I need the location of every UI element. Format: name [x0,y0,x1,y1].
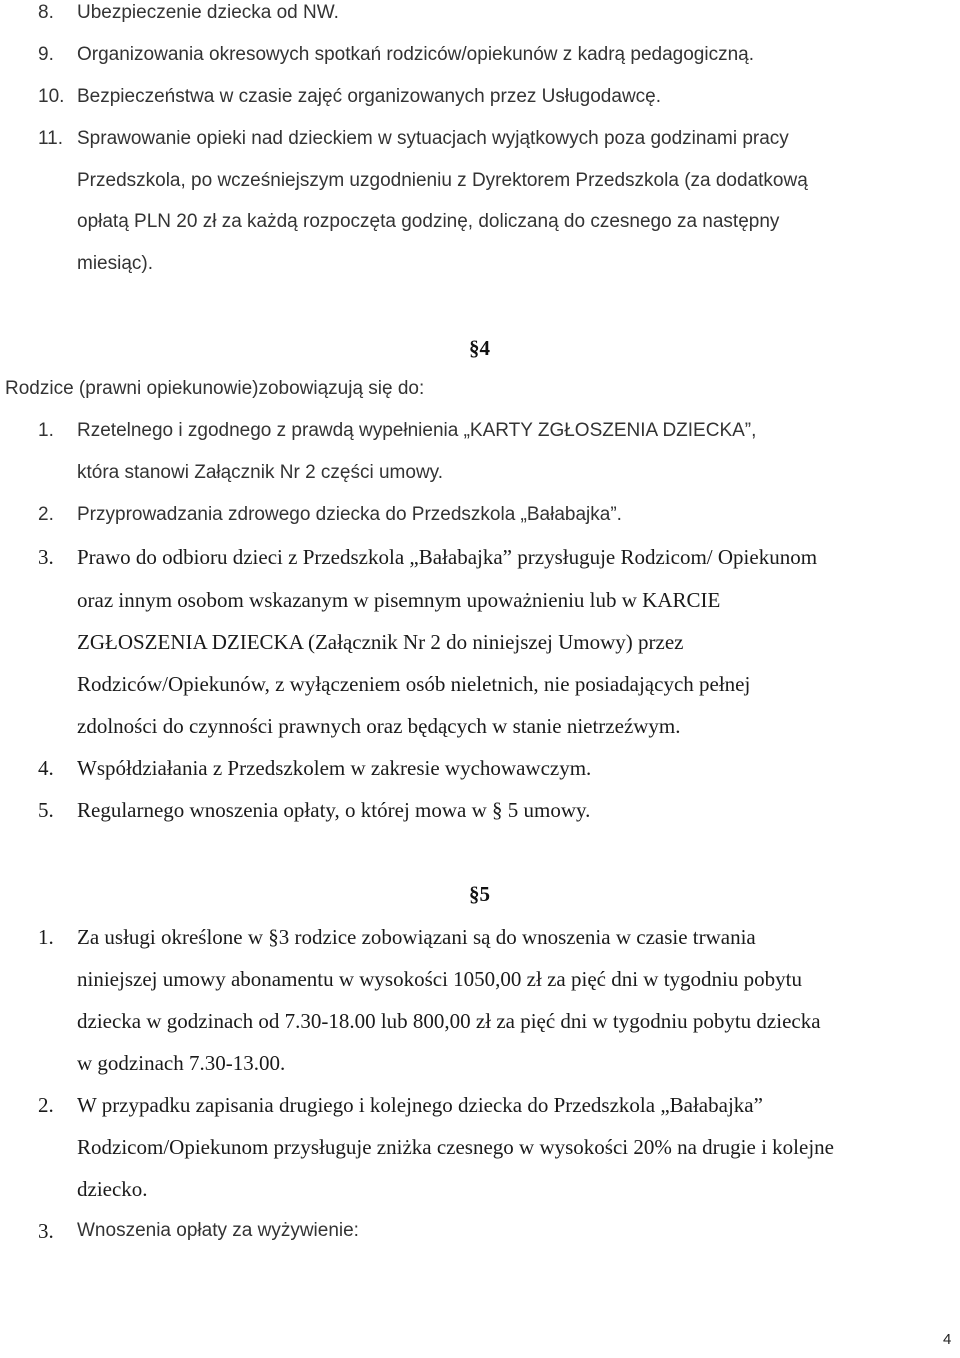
list-text: opłatą PLN 20 zł za każdą rozpoczęta godzinę, doliczaną do czesnego za następny [77,211,780,232]
list-number: 8. [38,2,54,23]
list-text: Rodzicom/Opiekunom przysługuje zniżka czesnego w wysokości 20% na drugie i kolejne [77,1135,834,1159]
list-number: 1. [38,420,54,441]
list-text: zdolności do czynności prawnych oraz będących w stanie nietrzeźwym. [77,714,681,738]
list-text: Za usługi określone w §3 rodzice zobowiązani są do wnoszenia w czasie trwania [77,925,756,949]
list-text: Organizowania okresowych spotkań rodziców/opiekunów z kadrą pedagogiczną. [77,44,754,65]
page-number: 4 [943,1331,952,1348]
list-text: Rzetelnego i zgodnego z prawdą wypełnienia „KARTY ZGŁOSZENIA DZIECKA”, [77,420,757,441]
list-text: Prawo do odbioru dzieci z Przedszkola „Bałabajka” przysługuje Rodzicom/ Opiekunom [77,545,818,569]
section-intro: Rodzice (prawni opiekunowie)zobowiązują się do: [5,378,425,399]
section-heading: §5 [469,882,490,906]
list-text: ZGŁOSZENIA DZIECKA (Załącznik Nr 2 do niniejszej Umowy) przez [77,630,684,654]
list-text: dziecka w godzinach od 7.30-18.00 lub 800,00 zł za pięć dni w tygodniu pobytu dziecka [77,1009,821,1033]
list-text: W przypadku zapisania drugiego i kolejnego dziecka do Przedszkola „Bałabajka” [77,1093,763,1117]
list-number: 2. [38,504,54,525]
list-text: która stanowi Załącznik Nr 2 części umowy. [77,462,444,483]
list-text: Rodziców/Opiekunów, z wyłączeniem osób nieletnich, nie posiadających pełnej [77,672,751,696]
list-text: Wnoszenia opłaty za wyżywienie: [77,1220,359,1241]
list-text: w godzinach 7.30-13.00. [77,1051,286,1075]
section-heading: §4 [469,336,490,360]
list-text: dziecko. [77,1177,148,1201]
list-number: 3. [38,545,54,569]
list-text: Sprawowanie opieki nad dzieckiem w sytuacjach wyjątkowych poza godzinami pracy [77,128,789,149]
list-text: oraz innym osobom wskazanym w pisemnym upoważnieniu lub w KARCIE [77,588,721,612]
list-number: 2. [38,1093,54,1117]
list-number: 11. [38,128,64,149]
list-number: 5. [38,798,54,822]
list-text: miesiąc). [77,253,154,274]
list-text: niniejszej umowy abonamentu w wysokości 1050,00 zł za pięć dni w tygodniu pobytu [77,967,802,991]
list-number: 4. [38,756,54,780]
list-text: Ubezpieczenie dziecka od NW. [77,2,339,23]
list-number: 3. [38,1219,54,1243]
list-text: Przyprowadzania zdrowego dziecka do Przedszkola „Bałabajka”. [77,504,622,525]
list-number: 9. [38,44,54,65]
list-number: 10. [38,86,65,107]
list-number: 1. [38,925,54,949]
list-text: Regularnego wnoszenia opłaty, o której mowa w § 5 umowy. [77,798,591,822]
list-text: Przedszkola, po wcześniejszym uzgodnieniu z Dyrektorem Przedszkola (za dodatkową [77,170,808,191]
list-text: Współdziałania z Przedszkolem w zakresie wychowawczym. [77,756,592,780]
list-text: Bezpieczeństwa w czasie zajęć organizowanych przez Usługodawcę. [77,86,662,107]
